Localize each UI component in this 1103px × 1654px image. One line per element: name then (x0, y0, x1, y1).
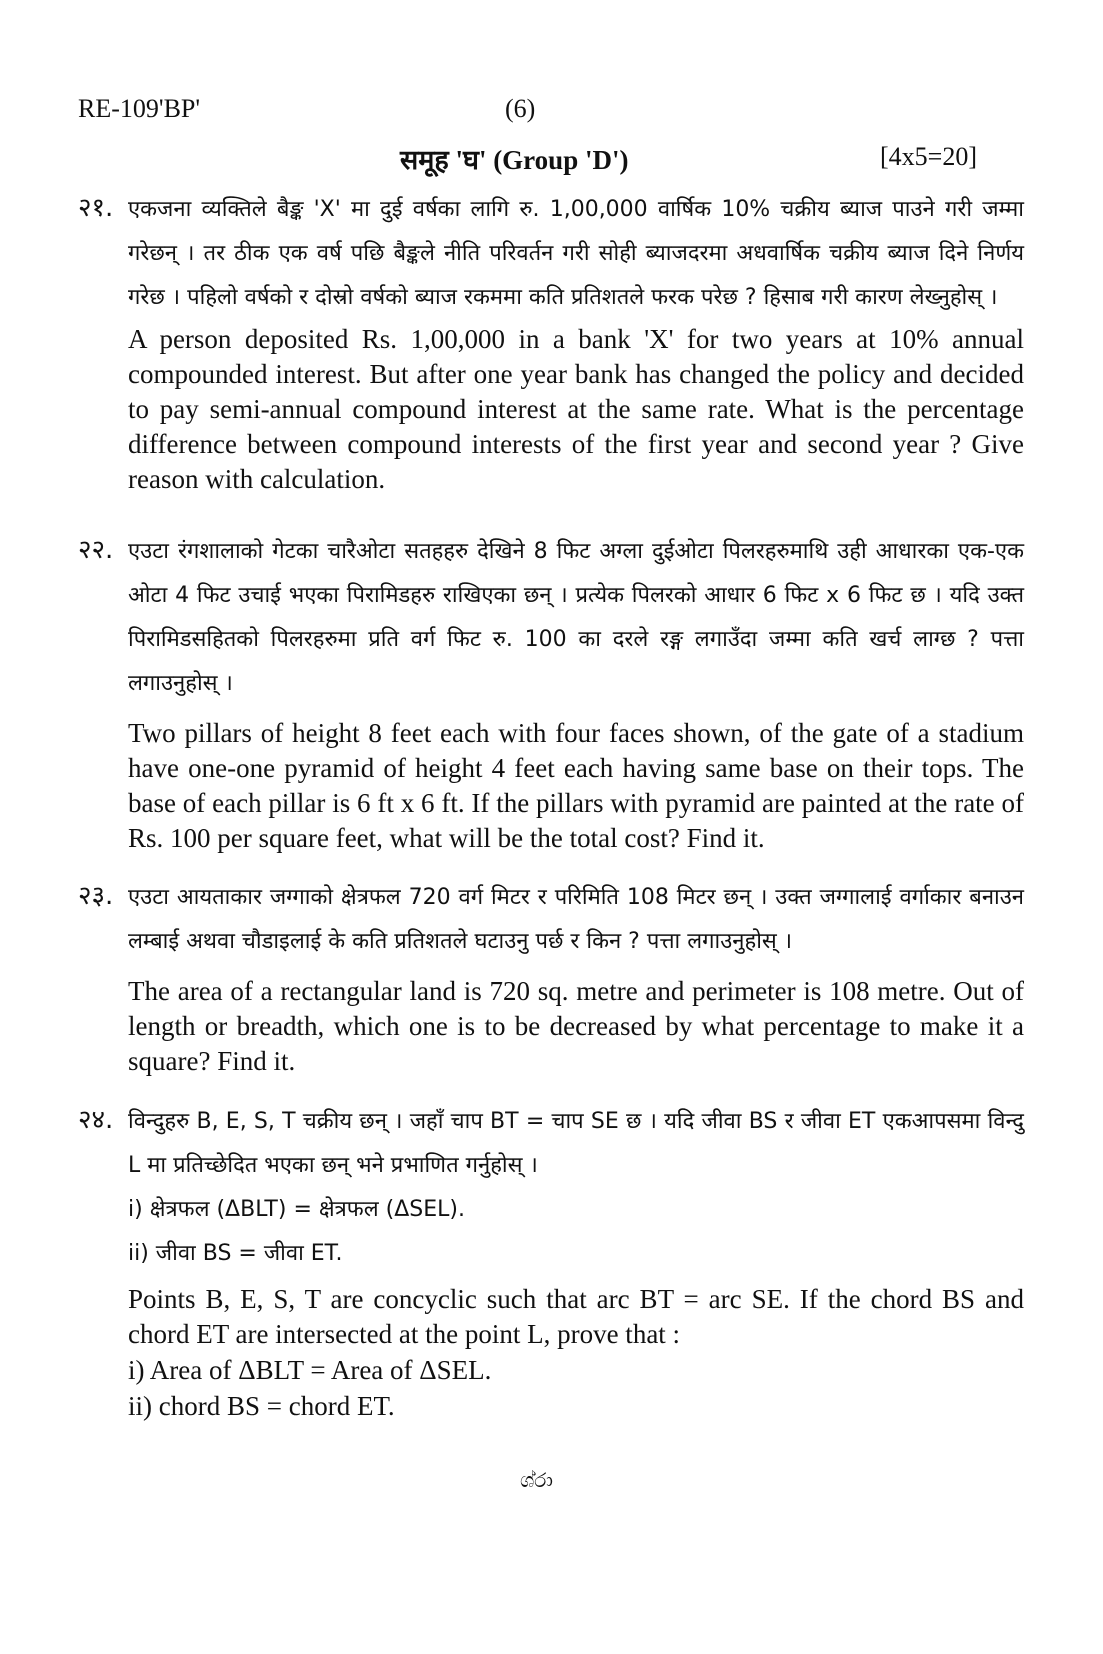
question-text-nepali: एउटा रंगशालाको गेटका चारैओटा सतहहरु देखिने 8 फिट अग्ला दुईओटा पिलरहरुमाथि उही आधारका एक-एक ओटा 4 फिट उचाई भएका पिरामिडहरु राखिएका छन् । प्रत्येक पिलरको आधार 6 फिट x 6 फिट छ । यदि उक्त पिरामिडसहितको पिलरहरुमा प्रति वर्ग फिट रु. 100 का दरले रङ्ग लगाउँदा जम्मा कति खर्च लाग्छ ? पत्ता लगाउनुहोस् । (128, 539, 1024, 696)
sub-part-i-english: i) Area of ΔBLT = Area of ΔSEL. (128, 1355, 492, 1385)
header-code: RE-109'BP' (78, 94, 201, 123)
question-22 (78, 530, 1024, 856)
question-24 (78, 1100, 1024, 1424)
question-number: २३. (78, 881, 114, 911)
question-23 (78, 876, 1024, 1079)
question-21 (78, 188, 1024, 497)
group-marks: [4x5=20] (880, 142, 977, 171)
question-number: २२. (78, 535, 114, 565)
group-title: समूह 'घ' (Group 'D') (400, 145, 629, 175)
sub-part-ii-nepali: ii) जीवा BS = जीवा ET. (128, 1241, 343, 1266)
question-text-english: Points B, E, S, T are concyclic such that arc BT = arc SE. If the chord BS and chord ET are intersected at the point L, prove that : (128, 1284, 1024, 1349)
question-text-nepali: विन्दुहरु B, E, S, T चक्रीय छन् । जहाँ चाप BT = चाप SE छ । यदि जीवा BS र जीवा ET एकआपसमा विन्दु L मा प्रतिच्छेदित भएका छन् भने प्रभाणित गर्नुहोस् । (128, 1109, 1024, 1178)
question-text-english: Two pillars of height 8 feet each with four faces shown, of the gate of a stadium have one-one pyramid of height 4 feet each having same base on their tops. The base of each pillar is 6 ft x 6 ft. If the pillars with pyramid are painted at the rate of Rs. 100 per square feet, what will be the total cost? Find it. (128, 718, 1024, 853)
sub-part-i-nepali: i) क्षेत्रफल (ΔBLT) = क्षेत्रफल (ΔSEL). (128, 1197, 465, 1222)
question-text-nepali: एकजना व्यक्तिले बैङ्क 'X' मा दुई वर्षका लागि रु. 1,00,000 वार्षिक 10% चक्रीय ब्याज पाउने गरी जम्मा गरेछन् । तर ठीक एक वर्ष पछि बैङ्कले नीति परिवर्तन गरी सोही ब्याजदरमा अधवार्षिक चक्रीय ब्याज दिने निर्णय गरेछ । पहिलो वर्षको र दोस्रो वर्षको ब्याज रकममा कति प्रतिशतले फरक परेछ ? हिसाब गरी कारण लेख्नुहोस् । (128, 197, 1024, 310)
question-number: २४. (78, 1105, 114, 1135)
question-text-nepali: एउटा आयताकार जग्गाको क्षेत्रफल 720 वर्ग मिटर र परिमिति 108 मिटर छन् । उक्त जग्गालाई वर्गाकार बनाउन लम्बाई अथवा चौडाइलाई के कति प्रतिशतले घटाउनु पर्छ र किन ? पत्ता लगाउनुहोस् । (128, 885, 1024, 954)
sub-part-ii-english: ii) chord BS = chord ET. (128, 1391, 395, 1421)
footer-ornament: ශ්රා (520, 1468, 553, 1492)
page-number: (6) (505, 94, 536, 123)
question-text-english: The area of a rectangular land is 720 sq. metre and perimeter is 108 metre. Out of length or breadth, which one is to be decreased by what percentage to make it a square? Find it. (128, 976, 1024, 1076)
question-text-english: A person deposited Rs. 1,00,000 in a bank 'X' for two years at 10% annual compounded interest. But after one year bank has changed the policy and decided to pay semi-annual compound interest at the same rate. What is the percentage difference between compound interests of the first year and second year ? Give reason with calculation. (128, 324, 1024, 494)
question-number: २१. (78, 193, 114, 223)
